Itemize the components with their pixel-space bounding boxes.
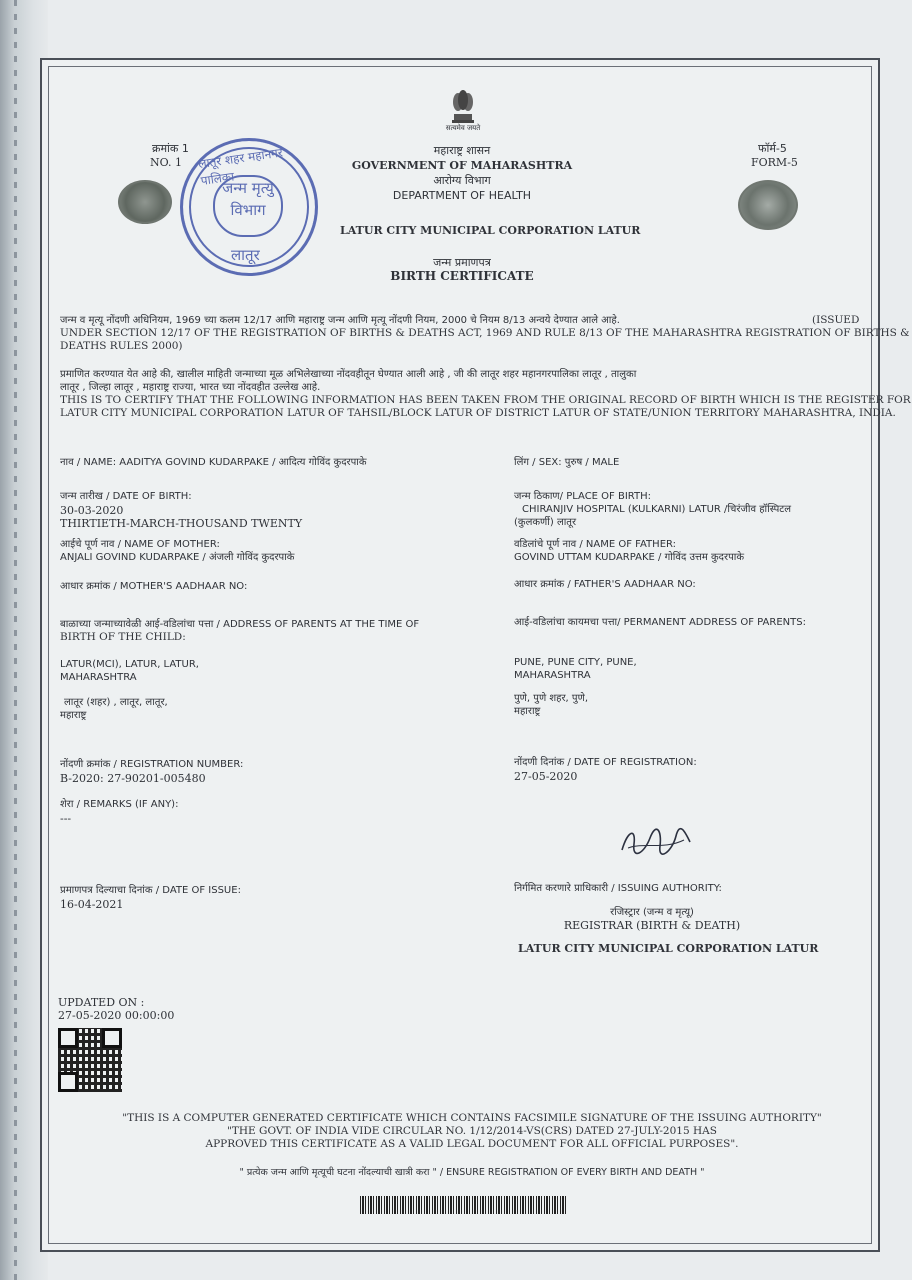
emblem-motto: सत्यमेव जयते <box>445 124 481 132</box>
date-of-issue-label: प्रमाणपत्र दिल्याचा दिनांक / DATE OF ISSUE: <box>60 885 241 896</box>
govt-title-en: GOVERNMENT OF MAHARASHTRA <box>351 159 573 172</box>
permanent-address-en-2: MAHARASHTRA <box>514 670 591 681</box>
issuing-authority-label: निर्गमित करणारे प्राधिकारी / ISSUING AUTHORITY: <box>514 883 722 894</box>
corporation-name: LATUR CITY MUNICIPAL CORPORATION LATUR <box>340 224 641 237</box>
mother-aadhaar-label: आधार क्रमांक / MOTHER'S AADHAAR NO: <box>60 581 248 592</box>
remarks-label: शेरा / REMARKS (IF ANY): <box>60 799 179 810</box>
child-name: नाव / NAME: AADITYA GOVIND KUDARPAKE / आदित्य गोविंद कुदरपाके <box>60 457 367 468</box>
birth-certificate <box>40 58 911 1252</box>
serial-label-en: NO. 1 <box>150 156 182 169</box>
dept-title-mr: आरोग्य विभाग <box>433 174 491 187</box>
birth-address-mr-1: लातूर (शहर) , लातूर, लातूर, <box>64 697 168 708</box>
certificate-title-mr: जन्म प्रमाणपत्र <box>433 256 491 269</box>
father-name-label: वडिलांचे पूर्ण नाव / NAME OF FATHER: <box>514 539 677 550</box>
certificate-title-en: BIRTH CERTIFICATE <box>390 269 534 283</box>
footer-computer-generated: "THIS IS A COMPUTER GENERATED CERTIFICATE WHICH CONTAINS FACSIMILE SIGNATURE OF THE ISSUING AUTHORITY" <box>122 1112 822 1124</box>
serial-label-mr: क्रमांक 1 <box>152 142 189 155</box>
form-label-mr: फॉर्म-5 <box>758 142 787 155</box>
issued-under-en: UNDER SECTION 12/17 OF THE REGISTRATION OF BIRTHS & DEATHS ACT, 1969 AND RULE 8/13 OF THE MAHARASHTRA REGISTRATION OF BIRTHS & <box>60 327 910 339</box>
registrar-title-mr: रजिस्ट्रार (जन्म व मृत्यू) <box>610 907 694 918</box>
mother-name-value: ANJALI GOVIND KUDARPAKE / अंजली गोविंद कुदरपाके <box>60 552 295 563</box>
issued-under-mr: जन्म व मृत्यू नोंदणी अधिनियम, 1969 च्या कलम 12/17 आणि महाराष्ट्र जन्म आणि मृत्यू नोंदणी नियम, 2000 चे नियम 8/13 अन्वये देण्यात आले आहे. <box>60 315 620 326</box>
mother-name-label: आईचे पूर्ण नाव / NAME OF MOTHER: <box>60 539 220 550</box>
pob-value-1: CHIRANJIV HOSPITAL (KULKARNI) LATUR /चिरंजीव हॉस्पिटल <box>522 504 792 515</box>
qr-code-icon <box>58 1028 122 1092</box>
issued-under-en-start: (ISSUED <box>812 314 860 326</box>
certify-text-mr-1: प्रमाणित करण्यात येत आहे की, खालील माहिती जन्माच्या मूळ अभिलेखाच्या नोंदवहीतून घेण्यात आली आहे , जी की लातूर शहर महानगरपालिका लातूर , तालुका <box>60 369 637 380</box>
birth-address-mr-2: महाराष्ट्र <box>60 710 87 721</box>
registration-date-value: 27-05-2020 <box>514 770 578 783</box>
footer-valid-document: APPROVED THIS CERTIFICATE AS A VALID LEGAL DOCUMENT FOR ALL OFFICIAL PURPOSES". <box>205 1138 739 1150</box>
stamp-center-line1: जन्म मृत्यु <box>222 179 274 197</box>
national-emblem-icon <box>450 88 476 124</box>
registrar-title-en: REGISTRAR (BIRTH & DEATH) <box>563 919 741 932</box>
date-of-issue-value: 16-04-2021 <box>60 898 124 911</box>
footer-circular: "THE GOVT. OF INDIA VIDE CIRCULAR NO. 1/12/2014-VS(CRS) DATED 27-JULY-2015 HAS <box>227 1125 717 1137</box>
birth-address-label: बाळाच्या जन्माच्यावेळी आई-वडिलांचा पत्ता / ADDRESS OF PARENTS AT THE TIME OF <box>60 619 420 630</box>
certify-text-mr-2: लातूर , जिल्हा लातूर , महाराष्ट्र राज्या, भारत च्या नोंदवहीत उल्लेख आहे. <box>60 382 321 393</box>
birth-address-label-2: BIRTH OF THE CHILD: <box>60 631 186 643</box>
pob-label: जन्म ठिकाण/ PLACE OF BIRTH: <box>514 491 652 502</box>
updated-on-value: 27-05-2020 00:00:00 <box>58 1009 175 1022</box>
registration-date-label: नोंदणी दिनांक / DATE OF REGISTRATION: <box>514 757 697 768</box>
certify-text-en-2: LATUR CITY MUNICIPAL CORPORATION LATUR OF TAHSIL/BLOCK LATUR OF DISTRICT LATUR OF STATE/UNION TERRITORY MAHARASHTRA, INDIA. <box>60 407 896 419</box>
permanent-address-en-1: PUNE, PUNE CITY, PUNE, <box>514 657 637 668</box>
father-name-value: GOVIND UTTAM KUDARPAKE / गोविंद उत्तम कुदरपाके <box>514 552 745 563</box>
govt-title-mr: महाराष्ट्र शासन <box>433 144 491 157</box>
child-sex: लिंग / SEX: पुरुष / MALE <box>514 457 620 468</box>
permanent-address-mr-2: महाराष्ट्र <box>514 706 541 717</box>
stamp-center-line2: विभाग <box>230 201 266 219</box>
permanent-address-label: आई-वडिलांचा कायमचा पत्ता/ PERMANENT ADDRESS OF PARENTS: <box>514 617 806 628</box>
footer-slogan: " प्रत्येक जन्म आणि मृत्यूची घटना नोंदल्याची खात्री करा " / ENSURE REGISTRATION OF EVERY BIRTH AND DEATH " <box>239 1167 705 1178</box>
birth-address-en-1: LATUR(MCI), LATUR, LATUR, <box>60 659 199 670</box>
registration-number-label: नोंदणी क्रमांक / REGISTRATION NUMBER: <box>60 759 244 770</box>
issued-under-en-end: DEATHS RULES 2000) <box>60 340 183 352</box>
dept-title-en: DEPARTMENT OF HEALTH <box>392 189 532 202</box>
registration-number-value: B-2020: 27-90201-005480 <box>60 772 206 785</box>
issuing-authority-org: LATUR CITY MUNICIPAL CORPORATION LATUR <box>518 942 819 955</box>
stamp-center <box>213 175 283 237</box>
father-aadhaar-label: आधार क्रमांक / FATHER'S AADHAAR NO: <box>514 579 696 590</box>
dob-value: 30-03-2020 <box>60 504 124 517</box>
department-rubber-stamp <box>180 138 318 276</box>
dob-words: THIRTIETH-MARCH-THOUSAND TWENTY <box>60 517 303 530</box>
stamp-top-arc: लातूर शहर महानगर पालिका <box>197 145 284 188</box>
pob-value-2: (कुलकर्णी) लातूर <box>514 517 577 528</box>
right-seal-icon <box>738 180 798 230</box>
barcode-icon <box>360 1196 566 1214</box>
permanent-address-mr-1: पुणे, पुणे शहर, पुणे, <box>514 693 589 704</box>
birth-address-en-2: MAHARASHTRA <box>60 672 137 683</box>
facsimile-signature-icon <box>614 824 694 858</box>
certificate-inner-border <box>48 66 872 1244</box>
remarks-value: --- <box>60 812 72 825</box>
left-seal-icon <box>118 180 172 224</box>
certify-text-en-1: THIS IS TO CERTIFY THAT THE FOLLOWING INFORMATION HAS BEEN TAKEN FROM THE ORIGINAL RECORD OF BIRTH WHICH IS THE REGISTER FOR <box>60 394 911 406</box>
form-label-en: FORM-5 <box>751 156 798 169</box>
stamp-bottom: लातूर <box>231 246 260 264</box>
dob-label: जन्म तारीख / DATE OF BIRTH: <box>60 491 192 502</box>
updated-on-label: UPDATED ON : <box>58 996 145 1009</box>
